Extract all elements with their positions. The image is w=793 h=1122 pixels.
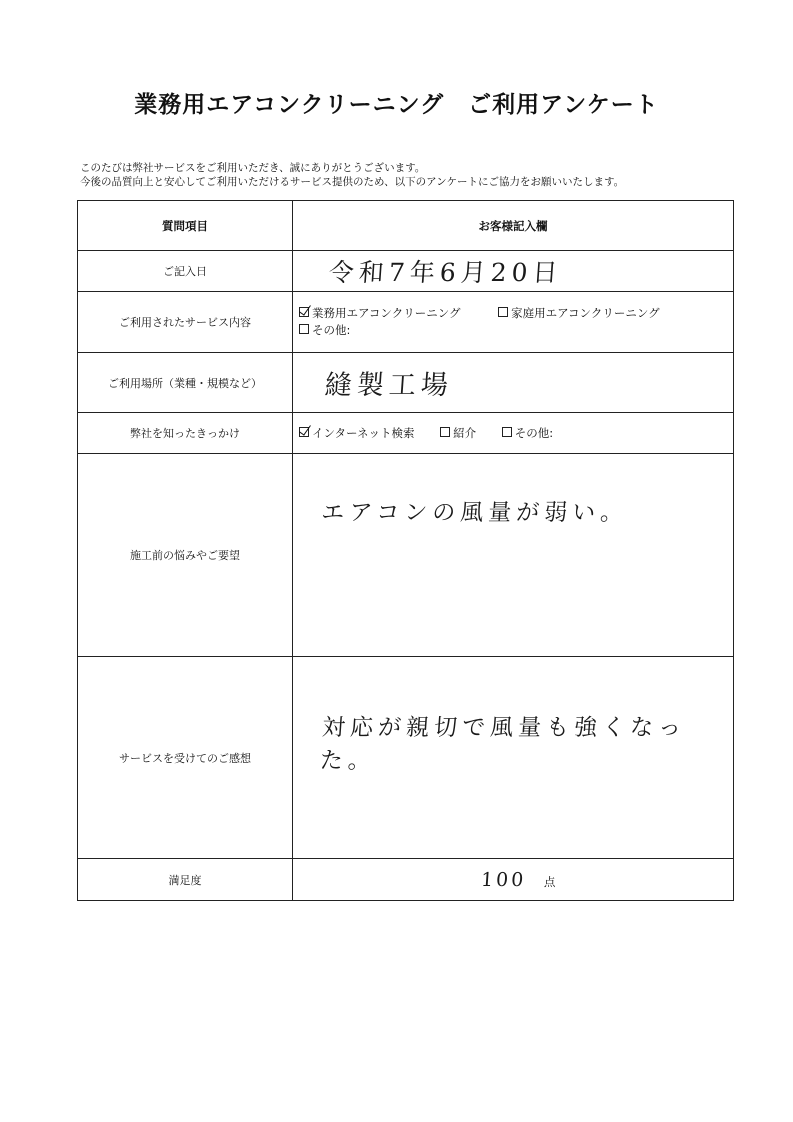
satisfaction-unit: 点 xyxy=(543,874,556,889)
row-concerns xyxy=(78,454,734,657)
header-answer: お客様記入欄 xyxy=(293,201,734,251)
satisfaction-answer-cell[interactable] xyxy=(293,859,734,901)
concerns-answer-cell[interactable] xyxy=(293,454,734,657)
header-question: 質問項目 xyxy=(78,201,293,251)
source-option-referral[interactable]: 紹介 xyxy=(440,425,476,442)
table-header-row xyxy=(78,201,734,251)
source-option-other[interactable]: その他: xyxy=(502,425,553,442)
satisfaction-label: 満足度 xyxy=(78,859,293,901)
intro-line-2: 今後の品質向上と安心してご利用いただけるサービス提供のため、以下のアンケートにご協力をお願いいたします。 xyxy=(80,176,625,188)
service-option-commercial[interactable]: 業務用エアコンクリーニング xyxy=(299,305,460,322)
satisfaction-score: 100 xyxy=(480,868,528,891)
source-label: 弊社を知ったきっかけ xyxy=(78,413,293,454)
row-source xyxy=(78,413,734,454)
location-label: ご利用場所（業種・規模など） xyxy=(78,353,293,413)
service-option-other[interactable]: その他: xyxy=(299,322,350,339)
location-answer-cell[interactable] xyxy=(293,353,734,413)
checkbox-icon[interactable] xyxy=(440,427,450,437)
source-options xyxy=(293,413,734,454)
checkbox-icon[interactable] xyxy=(299,324,309,334)
intro-text xyxy=(80,161,624,189)
impressions-answer-cell[interactable] xyxy=(293,657,734,859)
date-label: ご記入日 xyxy=(78,251,293,292)
row-service xyxy=(78,292,734,353)
checkbox-icon[interactable] xyxy=(502,427,512,437)
row-satisfaction xyxy=(78,859,734,901)
row-location xyxy=(78,353,734,413)
service-option-home[interactable]: 家庭用エアコンクリーニング xyxy=(498,305,659,322)
location-answer: 縫製工場 xyxy=(323,370,454,401)
row-impressions xyxy=(78,657,734,859)
page-title: 業務用エアコンクリーニング ご利用アンケート xyxy=(134,92,659,118)
checkbox-checked-icon[interactable] xyxy=(299,427,309,437)
checkbox-checked-icon[interactable] xyxy=(299,307,309,317)
impressions-answer: 対応が親切で風量も強くなった。 xyxy=(318,715,688,774)
survey-table xyxy=(77,200,734,901)
date-answer-cell[interactable] xyxy=(293,251,734,292)
impressions-label: サービスを受けてのご感想 xyxy=(78,657,293,859)
concerns-label: 施工前の悩みやご要望 xyxy=(78,454,293,657)
source-option-internet[interactable]: インターネット検索 xyxy=(299,425,414,442)
service-options xyxy=(293,292,734,353)
service-label: ご利用されたサービス内容 xyxy=(78,292,293,353)
concerns-answer: エアコンの風量が弱い。 xyxy=(320,500,630,526)
intro-line-1: このたびは弊社サービスをご利用いただき、誠にありがとうございます。 xyxy=(80,162,426,174)
date-answer: 令和7年6月20日 xyxy=(327,258,564,287)
row-date xyxy=(78,251,734,292)
checkbox-icon[interactable] xyxy=(498,307,508,317)
